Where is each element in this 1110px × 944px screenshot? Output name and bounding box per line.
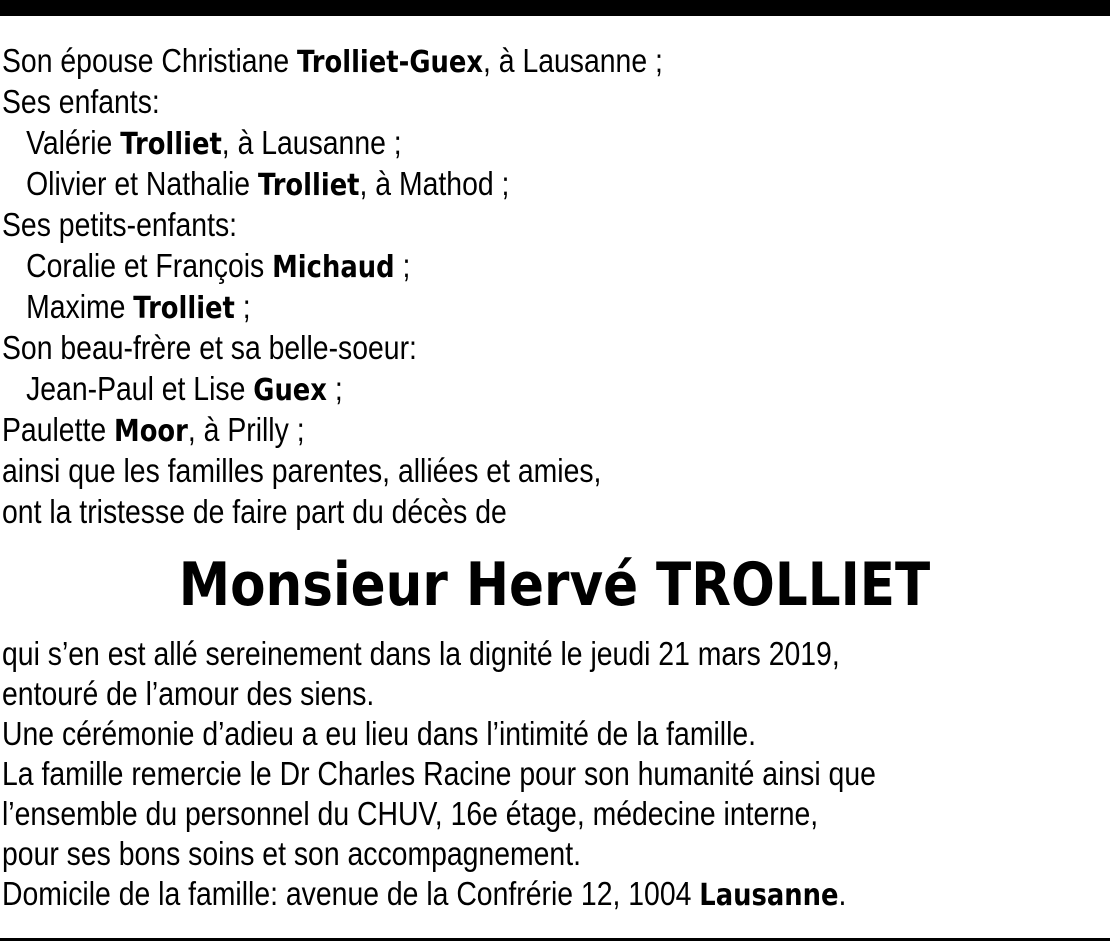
body-line: pour ses bons soins et son accompagnement. bbox=[2, 835, 581, 872]
other-relative-line: Paulette Moor, à Prilly ; bbox=[2, 411, 305, 449]
child-line: Valérie Trolliet, à Lausanne ; bbox=[26, 124, 402, 162]
children-heading: Ses enfants: bbox=[2, 83, 160, 120]
closing-line: ainsi que les familles parentes, alliées et amies, bbox=[2, 452, 602, 489]
body-line: l’ensemble du personnel du CHUV, 16e étage, médecine interne, bbox=[2, 795, 819, 832]
grandchild-line: Coralie et François Michaud ; bbox=[26, 247, 411, 285]
inlaw-line: Jean-Paul et Lise Guex ; bbox=[26, 370, 343, 408]
city: Lausanne bbox=[699, 878, 839, 913]
body-line: La famille remercie le Dr Charles Racine pour son humanité ainsi que bbox=[2, 755, 876, 792]
surname: Trolliet bbox=[133, 291, 235, 326]
grandchildren-heading: Ses petits-enfants: bbox=[2, 206, 238, 243]
body-line: qui s’en est allé sereinement dans la dignité le jeudi 21 mars 2019, bbox=[2, 635, 840, 672]
top-rule bbox=[0, 0, 1110, 16]
surname: Trolliet bbox=[120, 127, 222, 162]
bottom-rule bbox=[0, 938, 1110, 941]
surname: Trolliet-Guex bbox=[297, 45, 484, 80]
child-line: Olivier et Nathalie Trolliet, à Mathod ; bbox=[26, 165, 510, 203]
surname: Moor bbox=[114, 414, 188, 449]
body-line: Une cérémonie d’adieu a eu lieu dans l’intimité de la famille. bbox=[2, 715, 757, 752]
obituary-notice bbox=[2, 40, 1107, 914]
surname: Guex bbox=[253, 373, 327, 408]
body-line: entouré de l’amour des siens. bbox=[2, 675, 375, 712]
inlaws-heading: Son beau-frère et sa belle-soeur: bbox=[2, 329, 417, 366]
deceased-name: Monsieur Hervé TROLLIET bbox=[178, 550, 931, 620]
domicile-line: Domicile de la famille: avenue de la Confrérie 12, 1004 Lausanne. bbox=[2, 875, 847, 913]
spouse-line: Son épouse Christiane Trolliet-Guex, à Lausanne ; bbox=[2, 42, 663, 80]
closing-line: ont la tristesse de faire part du décès de bbox=[2, 493, 507, 530]
surname: Trolliet bbox=[257, 168, 360, 203]
grandchild-line: Maxime Trolliet ; bbox=[26, 288, 251, 326]
surname: Michaud bbox=[272, 250, 395, 285]
